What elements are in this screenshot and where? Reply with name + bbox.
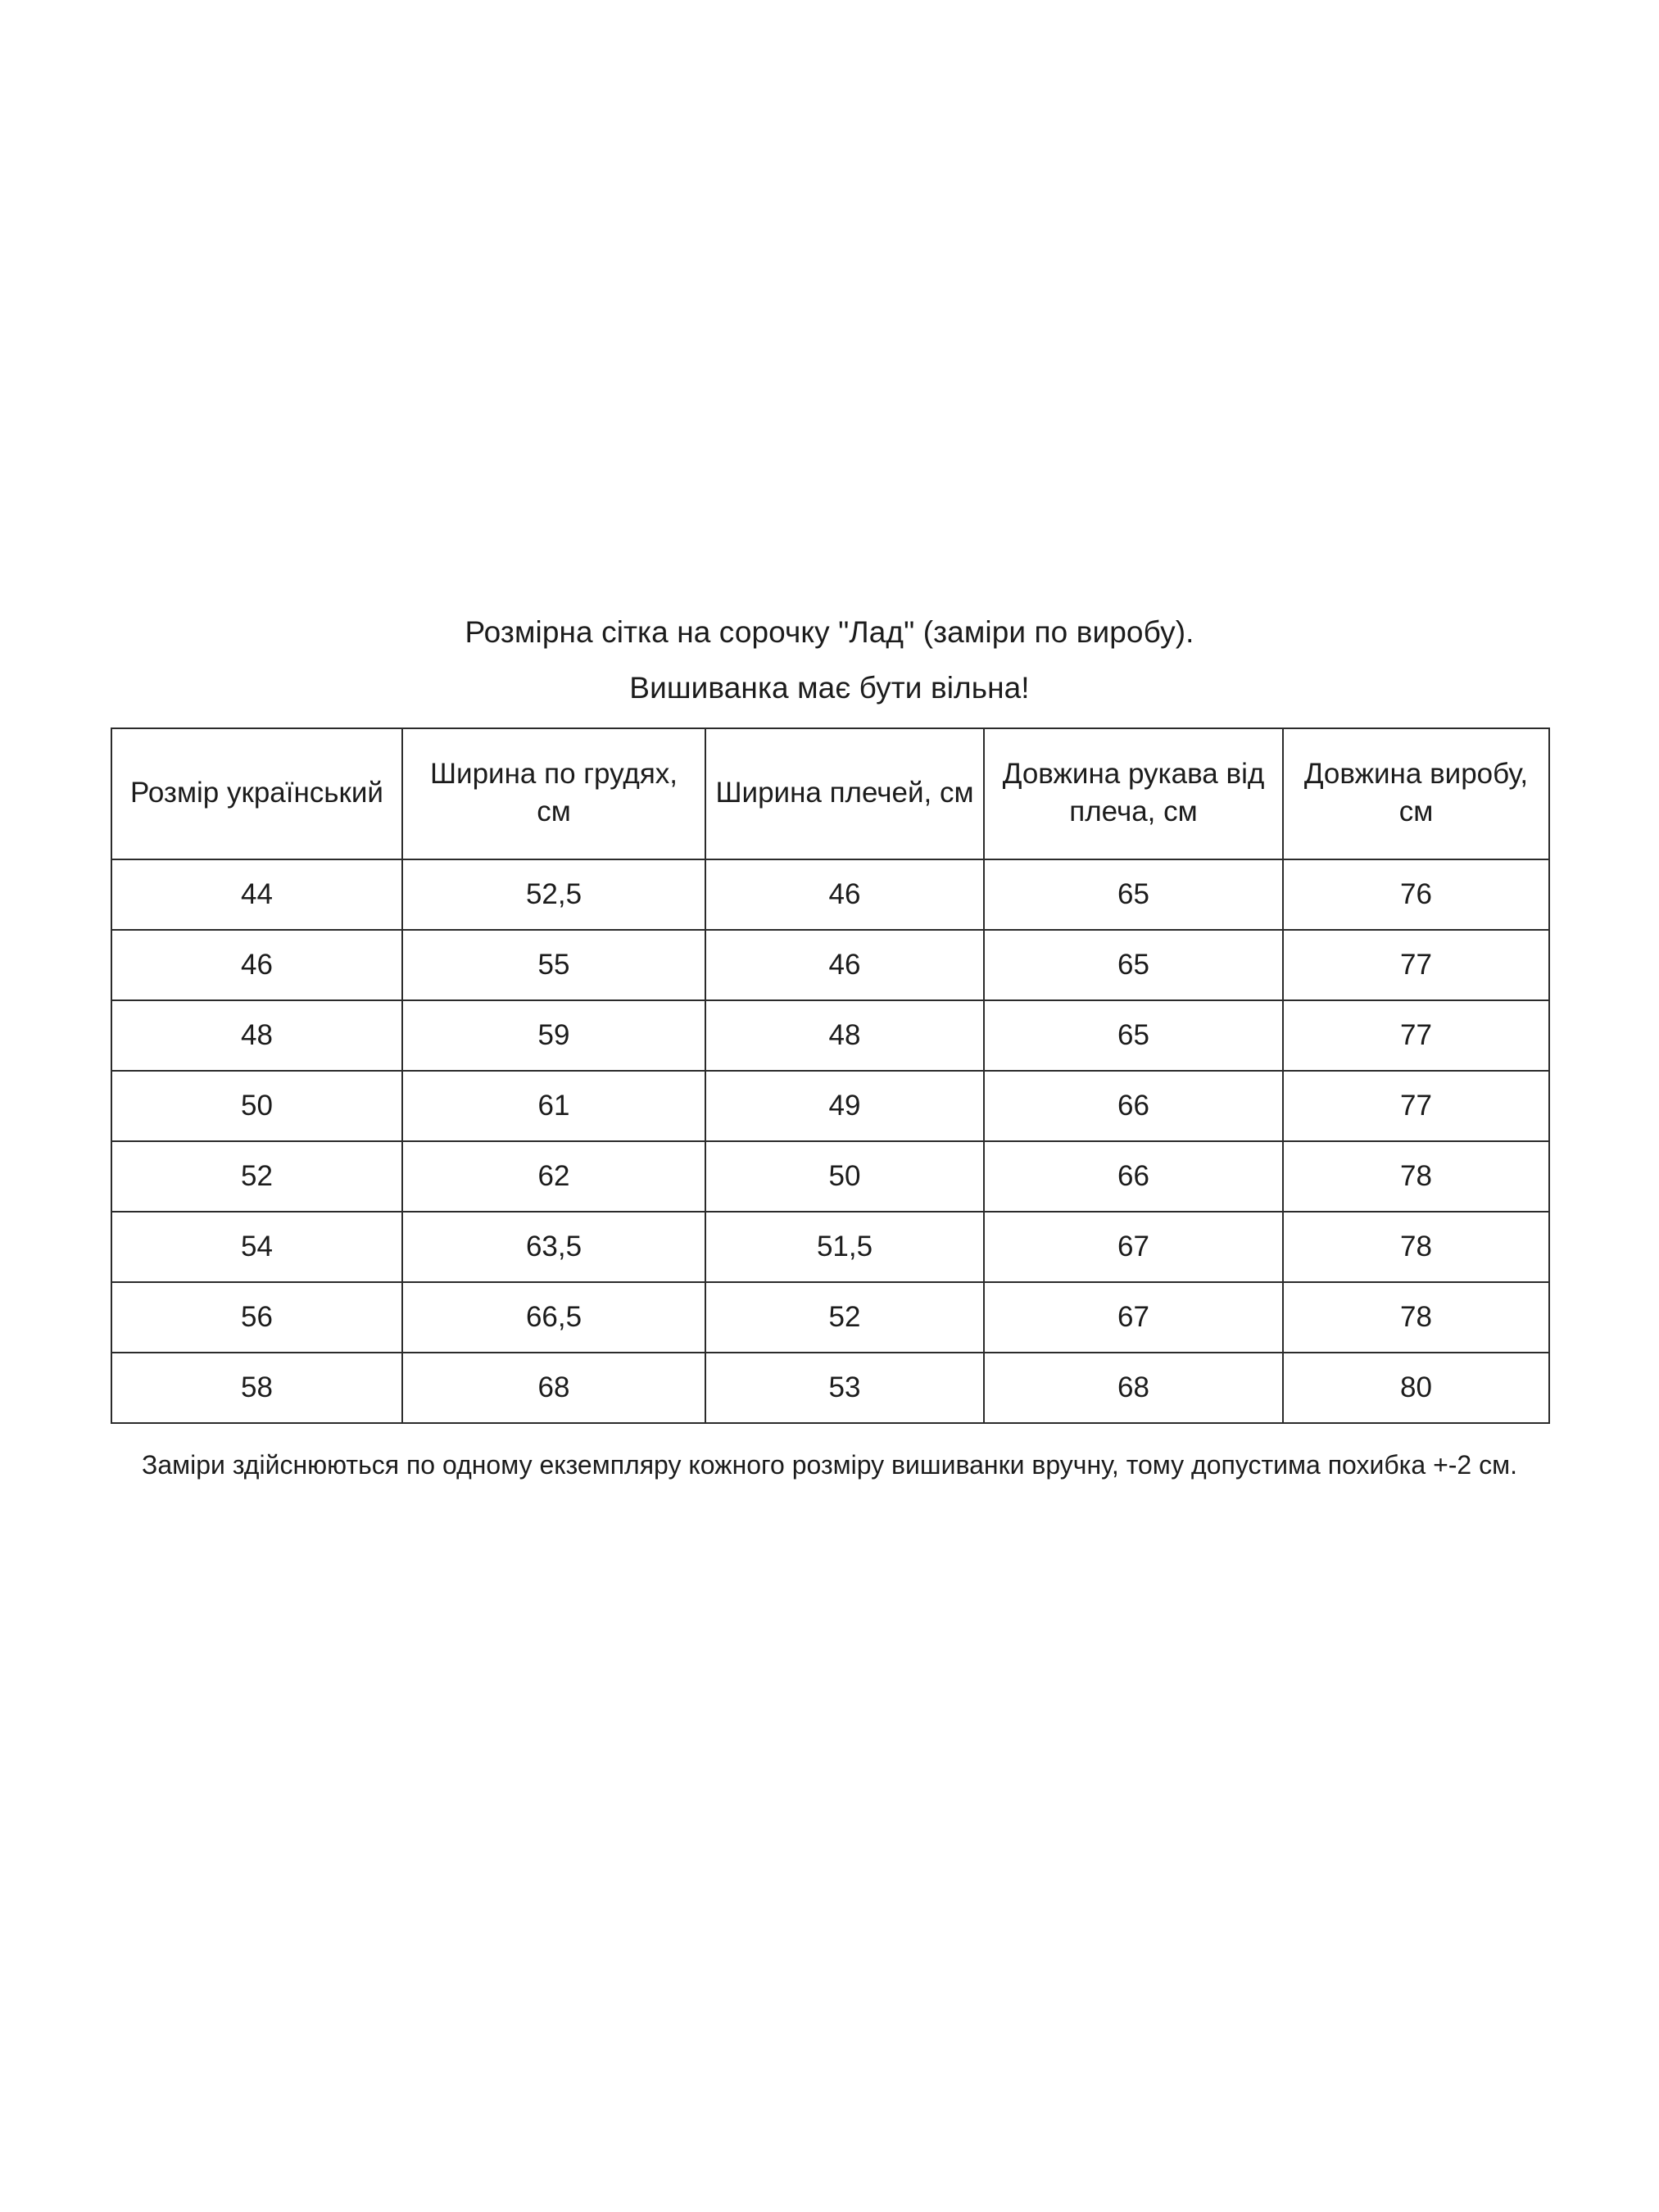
cell-chest-width: 55 <box>402 930 705 1000</box>
cell-size: 56 <box>111 1282 402 1353</box>
cell-sleeve-length: 66 <box>984 1071 1283 1141</box>
cell-product-length: 78 <box>1283 1141 1549 1212</box>
cell-shoulder-width: 53 <box>705 1353 984 1423</box>
size-table <box>111 728 1550 1424</box>
cell-size: 54 <box>111 1212 402 1282</box>
cell-shoulder-width: 52 <box>705 1282 984 1353</box>
cell-size: 50 <box>111 1071 402 1141</box>
cell-shoulder-width: 50 <box>705 1141 984 1212</box>
column-header-sleeve-length: Довжина рукава від плеча, см <box>984 728 1283 859</box>
cell-sleeve-length: 67 <box>984 1212 1283 1282</box>
document-title <box>111 610 1548 709</box>
cell-chest-width: 62 <box>402 1141 705 1212</box>
column-header-chest-width: Ширина по грудях, см <box>402 728 705 859</box>
cell-chest-width: 52,5 <box>402 859 705 930</box>
title-line-secondary: Вишиванка має бути вільна! <box>629 670 1030 705</box>
table-row <box>111 1141 1549 1212</box>
cell-shoulder-width: 46 <box>705 930 984 1000</box>
column-header-product-length: Довжина виробу, см <box>1283 728 1549 859</box>
cell-sleeve-length: 65 <box>984 930 1283 1000</box>
column-header-shoulder-width: Ширина плечей, см <box>705 728 984 859</box>
table-row <box>111 859 1549 930</box>
table-row <box>111 1282 1549 1353</box>
cell-sleeve-length: 65 <box>984 1000 1283 1071</box>
column-header-size: Розмір український <box>111 728 402 859</box>
title-line-primary: Розмірна сітка на сорочку "Лад" (заміри по виробу). <box>465 615 1194 649</box>
cell-size: 48 <box>111 1000 402 1071</box>
cell-chest-width: 59 <box>402 1000 705 1071</box>
table-row <box>111 930 1549 1000</box>
cell-product-length: 80 <box>1283 1353 1549 1423</box>
table-row <box>111 1000 1549 1071</box>
cell-chest-width: 68 <box>402 1353 705 1423</box>
cell-sleeve-length: 66 <box>984 1141 1283 1212</box>
size-chart-block <box>111 610 1548 1484</box>
cell-product-length: 77 <box>1283 1000 1549 1071</box>
cell-chest-width: 61 <box>402 1071 705 1141</box>
cell-sleeve-length: 67 <box>984 1282 1283 1353</box>
table-row <box>111 1353 1549 1423</box>
cell-chest-width: 63,5 <box>402 1212 705 1282</box>
cell-sleeve-length: 68 <box>984 1353 1283 1423</box>
cell-size: 58 <box>111 1353 402 1423</box>
cell-product-length: 76 <box>1283 859 1549 930</box>
table-header-row <box>111 728 1549 859</box>
cell-chest-width: 66,5 <box>402 1282 705 1353</box>
table-row <box>111 1212 1549 1282</box>
cell-product-length: 77 <box>1283 1071 1549 1141</box>
cell-size: 52 <box>111 1141 402 1212</box>
cell-size: 44 <box>111 859 402 930</box>
cell-sleeve-length: 65 <box>984 859 1283 930</box>
table-row <box>111 1071 1549 1141</box>
cell-shoulder-width: 49 <box>705 1071 984 1141</box>
measurement-note: Заміри здійснюються по одному екземпляру кожного розміру вишиванки вручну, тому допустима похибка +-2 см. <box>142 1450 1517 1480</box>
cell-shoulder-width: 46 <box>705 859 984 930</box>
cell-shoulder-width: 48 <box>705 1000 984 1071</box>
cell-product-length: 78 <box>1283 1282 1549 1353</box>
cell-product-length: 78 <box>1283 1212 1549 1282</box>
cell-product-length: 77 <box>1283 930 1549 1000</box>
cell-size: 46 <box>111 930 402 1000</box>
cell-shoulder-width: 51,5 <box>705 1212 984 1282</box>
